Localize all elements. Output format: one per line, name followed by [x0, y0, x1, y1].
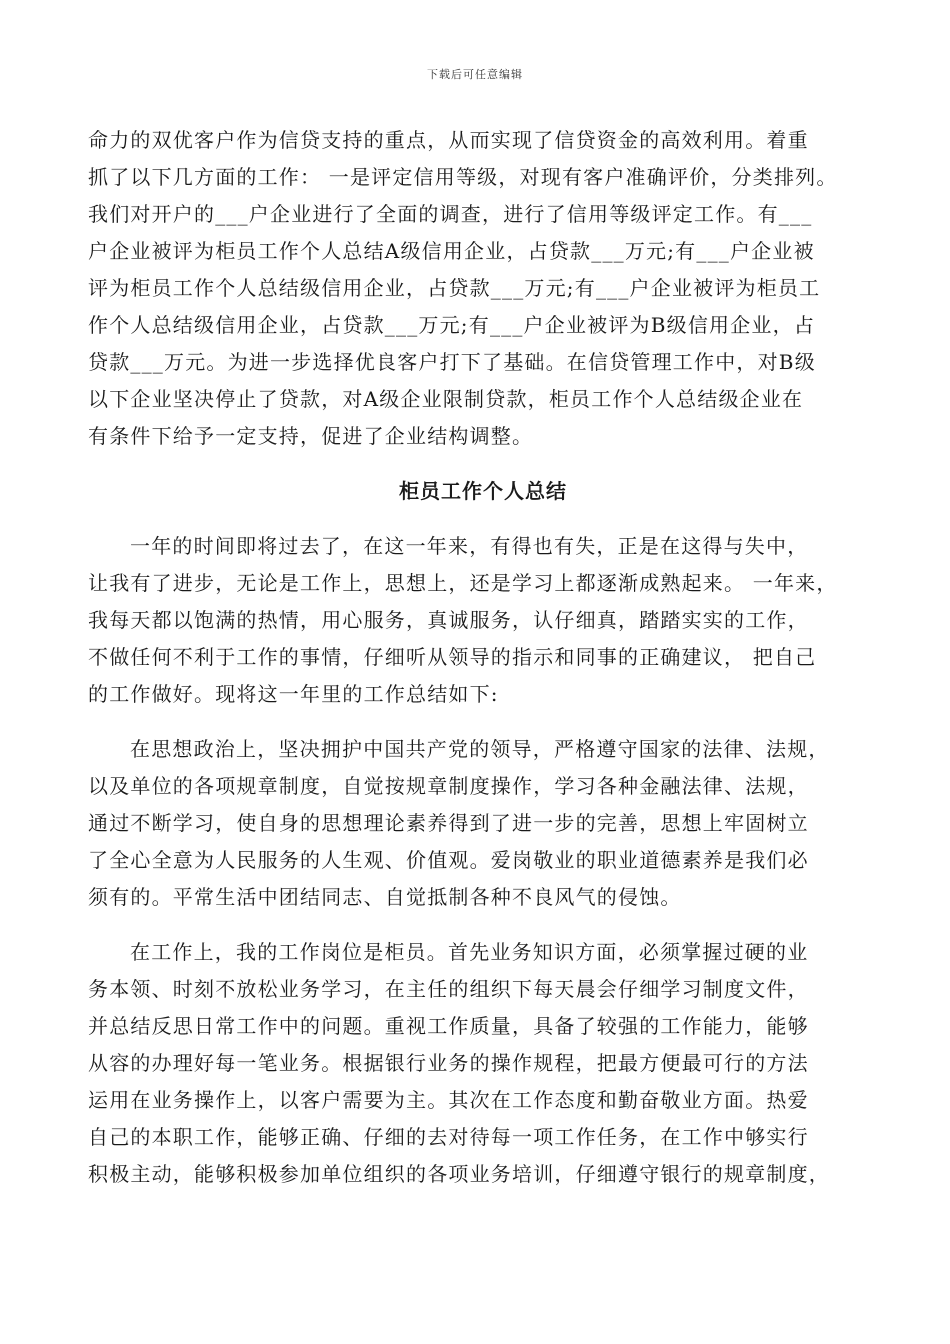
text-line: 户企业被评为柜员工作个人总结A级信用企业，占贷款___万元;有___户企业被	[88, 239, 815, 263]
section-title: 柜员工作个人总结	[399, 479, 567, 503]
page-header: 下载后可任意编辑	[427, 68, 523, 81]
text-line: 自己的本职工作，能够正确、仔细的去对待每一项工作任务，在工作中够实行	[88, 1125, 809, 1149]
text-line: 在思想政治上，坚决拥护中国共产党的领导，严格遵守国家的法律、法规，	[130, 737, 830, 761]
text-line: 命力的双优客户作为信贷支持的重点，从而实现了信贷资金的高效利用。着重	[88, 128, 809, 152]
text-line: 我每天都以饱满的热情，用心服务，真诚服务，认仔细真，踏踏实实的工作，	[88, 608, 809, 632]
text-line: 以下企业坚决停止了贷款，对A级企业限制贷款，柜员工作个人总结级企业在	[88, 387, 804, 411]
text-line: 务本领、时刻不放松业务学习，在主任的组织下每天晨会仔细学习制度文件，	[88, 977, 809, 1001]
text-line: 让我有了进步，无论是工作上，思想上，还是学习上都逐渐成熟起来。 一年来，	[88, 571, 838, 595]
text-line: 一年的时间即将过去了，在这一年来，有得也有失，正是在这得与失中，	[130, 534, 809, 558]
text-line: 的工作做好。现将这一年里的工作总结如下:	[88, 682, 499, 706]
text-line: 以及单位的各项规章制度，自觉按规章制度操作，学习各种金融法律、法规，	[88, 774, 809, 798]
paragraph-work	[88, 934, 878, 1193]
text-line: 抓了以下几方面的工作： 一是评定信用等级，对现有客户准确评价，分类排列。	[88, 165, 838, 189]
paragraph-intro-year	[88, 528, 878, 713]
paragraph-gap	[88, 916, 878, 934]
text-line: 作个人总结级信用企业，占贷款___万元;有___户企业被评为B级信用企业，占	[88, 313, 816, 337]
text-line: 通过不断学习，使自身的思想理论素养得到了进一步的完善，思想上牢固树立	[88, 811, 809, 835]
text-line: 有条件下给予一定支持，促进了企业结构调整。	[88, 424, 534, 448]
text-line: 了全心全意为人民服务的人生观、价值观。爱岗敬业的职业道德素养是我们必	[88, 848, 809, 872]
paragraph-politics	[88, 731, 878, 916]
paragraph-gap	[88, 713, 878, 731]
text-line: 并总结反思日常工作中的问题。重视工作质量，具备了较强的工作能力，能够	[88, 1014, 809, 1038]
text-line: 不做任何不利于工作的事情，仔细听从领导的指示和同事的正确建议， 把自己	[88, 645, 817, 669]
text-line: 运用在业务操作上，以客户需要为主。其次在工作态度和勤奋敬业方面。热爱	[88, 1088, 809, 1112]
text-line: 在工作上，我的工作岗位是柜员。首先业务知识方面，必须掌握过硬的业	[130, 940, 809, 964]
text-line: 从容的办理好每一笔业务。根据银行业务的操作规程，把最方便最可行的方法	[88, 1051, 809, 1075]
text-line: 我们对开户的___户企业进行了全面的调查，进行了信用等级评定工作。有___	[88, 202, 813, 226]
document-body	[88, 122, 878, 1193]
text-line: 贷款___万元。为进一步选择优良客户打下了基础。在信贷管理工作中，对B级	[88, 350, 816, 374]
intro-paragraph	[88, 122, 878, 455]
text-line: 须有的。平常生活中团结同志、自觉抵制各种不良风气的侵蚀。	[88, 885, 682, 909]
text-line: 积极主动，能够积极参加单位组织的各项业务培训，仔细遵守银行的规章制度，	[88, 1162, 830, 1186]
text-line: 评为柜员工作个人总结级信用企业，占贷款___万元;有___户企业被评为柜员工	[88, 276, 821, 300]
